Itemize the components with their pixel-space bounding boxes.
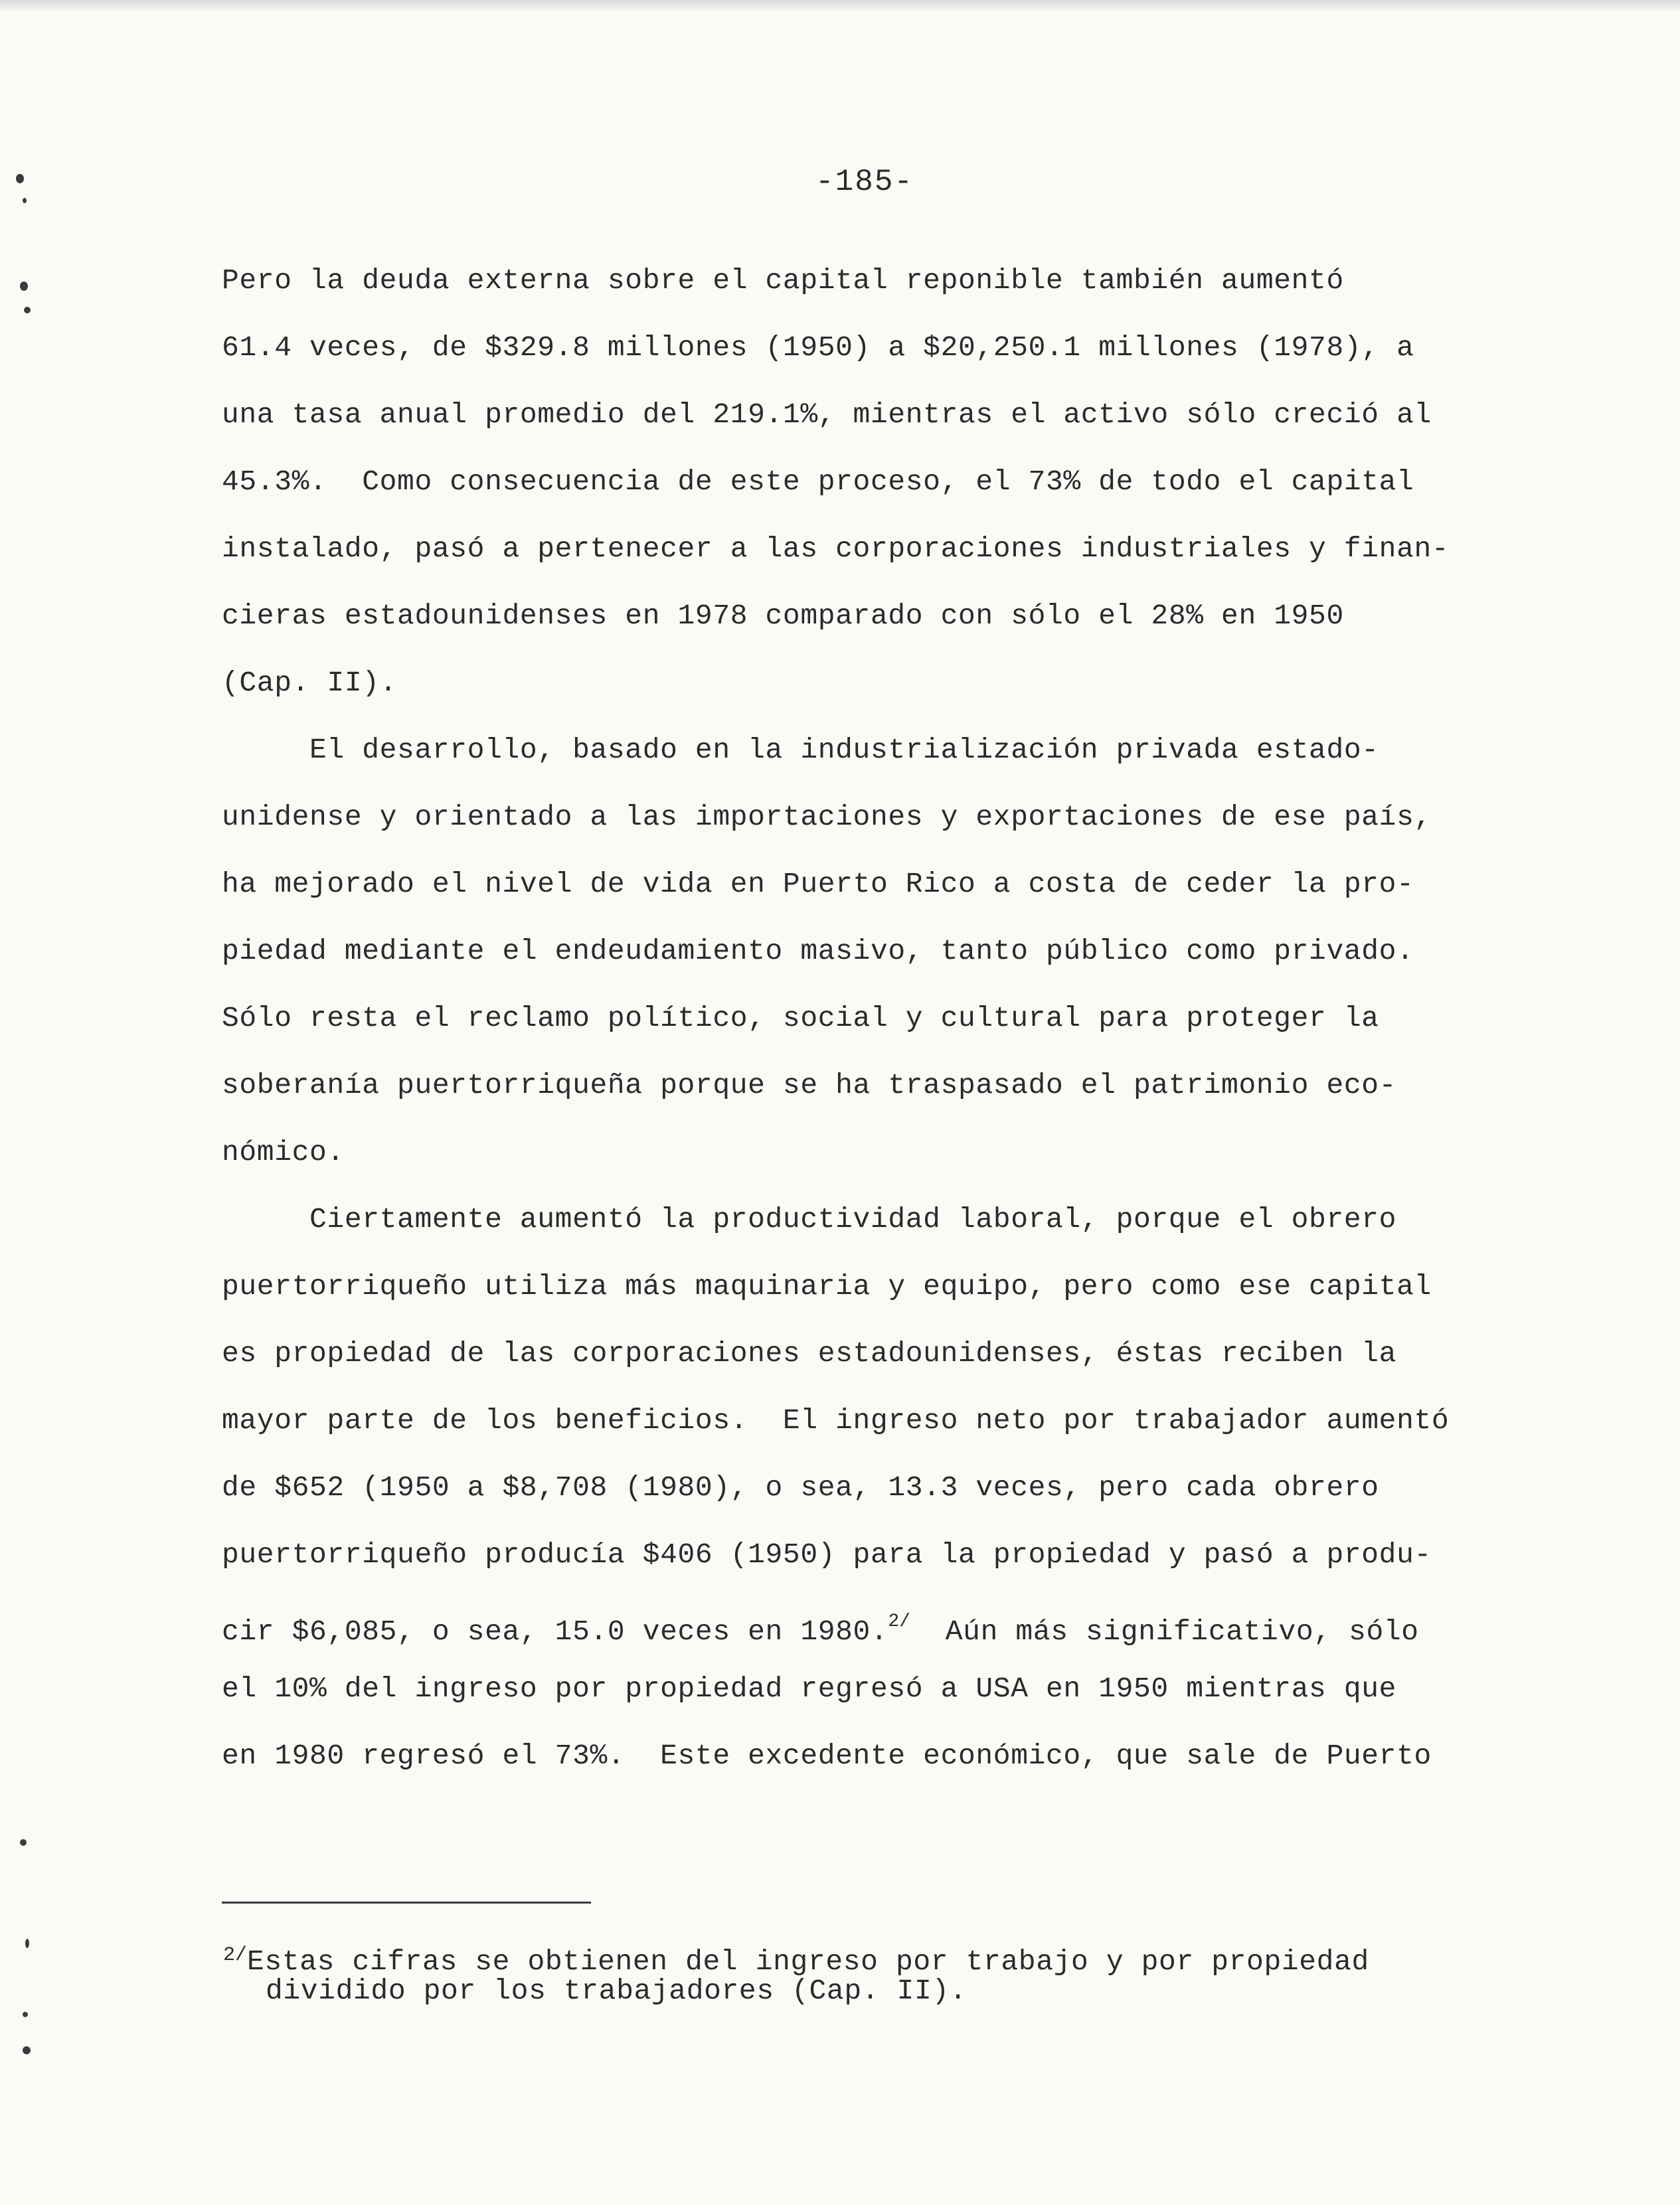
body-text — [222, 259, 1497, 1801]
footnote-marker: 2/ — [223, 1944, 248, 1967]
text-line-with-note — [222, 1600, 1497, 1667]
text-line: nómico. — [222, 1136, 345, 1169]
text-line: el 10% del ingreso por propiedad regresó a USA en 1950 mientras que — [222, 1673, 1397, 1705]
text-line: una tasa anual promedio del 219.1%, mientras el activo sólo creció al — [222, 398, 1432, 431]
scan-speck — [23, 198, 27, 203]
scan-speck — [24, 307, 31, 313]
footnote-text: Estas cifras se obtienen del ingreso por trabajo y por propiedad — [247, 1945, 1369, 1978]
text-line: Pero la deuda externa sobre el capital reponible también aumentó — [222, 264, 1344, 297]
footnote-line — [223, 1937, 1485, 1978]
scan-speck — [20, 282, 28, 291]
scan-speck — [25, 1939, 29, 1948]
footnote-text: dividido por los trabajadores (Cap. II). — [266, 1975, 967, 2007]
scan-speck — [20, 1839, 27, 1846]
scan-speck — [23, 2046, 31, 2054]
text-line: (Cap. II). — [222, 667, 398, 699]
text-line: es propiedad de las corporaciones estadounidenses, éstas reciben la — [222, 1337, 1397, 1370]
text-line: ha mejorado el nivel de vida en Puerto Rico a costa de ceder la pro- — [222, 868, 1414, 900]
text-line: de $652 (1950 a $8,708 (1980), o sea, 13.3 veces, pero cada obrero — [222, 1471, 1379, 1504]
text-line: Sólo resta el reclamo político, social y cultural para proteger la — [222, 1002, 1379, 1034]
text-line: 61.4 veces, de $329.8 millones (1950) a $20,250.1 millones (1978), a — [222, 331, 1414, 364]
text-line: instalado, pasó a pertenecer a las corporaciones industriales y finan- — [222, 532, 1450, 565]
scan-speck — [23, 2012, 28, 2017]
text-line: 45.3%. Como consecuencia de este proceso, el 73% de todo el capital — [222, 465, 1414, 498]
page-top-edge — [0, 0, 1680, 12]
text-line: soberanía puertorriqueña porque se ha traspasado el patrimonio eco- — [222, 1069, 1397, 1102]
footnote-line — [223, 1973, 1485, 2009]
text-line: unidense y orientado a las importaciones y exportaciones de ese país, — [222, 801, 1432, 833]
text-line: puertorriqueño utiliza más maquinaria y equipo, pero como ese capital — [222, 1270, 1432, 1303]
footnote-separator — [222, 1902, 591, 1904]
text-line: en 1980 regresó el 73%. Este excedente económico, que sale de Puerto — [222, 1740, 1432, 1772]
text-fragment: cir $6,085, o sea, 15.0 veces en 1980. — [222, 1615, 888, 1648]
text-fragment: Aún más significativo, sólo — [910, 1615, 1419, 1648]
page-number: -185- — [815, 165, 914, 199]
text-line: piedad mediante el endeudamiento masivo, tanto público como privado. — [222, 935, 1414, 967]
text-line: cieras estadounidenses en 1978 comparado con sólo el 28% en 1950 — [222, 600, 1344, 632]
footnote — [223, 1937, 1485, 2009]
scan-speck — [16, 174, 24, 183]
footnote-reference: 2/ — [888, 1611, 910, 1632]
text-line: Ciertamente aumentó la productividad laboral, porque el obrero — [222, 1203, 1397, 1236]
text-line: puertorriqueño producía $406 (1950) para la propiedad y pasó a produ- — [222, 1538, 1432, 1571]
text-line: mayor parte de los beneficios. El ingreso neto por trabajador aumentó — [222, 1404, 1450, 1437]
text-line: El desarrollo, basado en la industrialización privada estado- — [222, 734, 1379, 766]
